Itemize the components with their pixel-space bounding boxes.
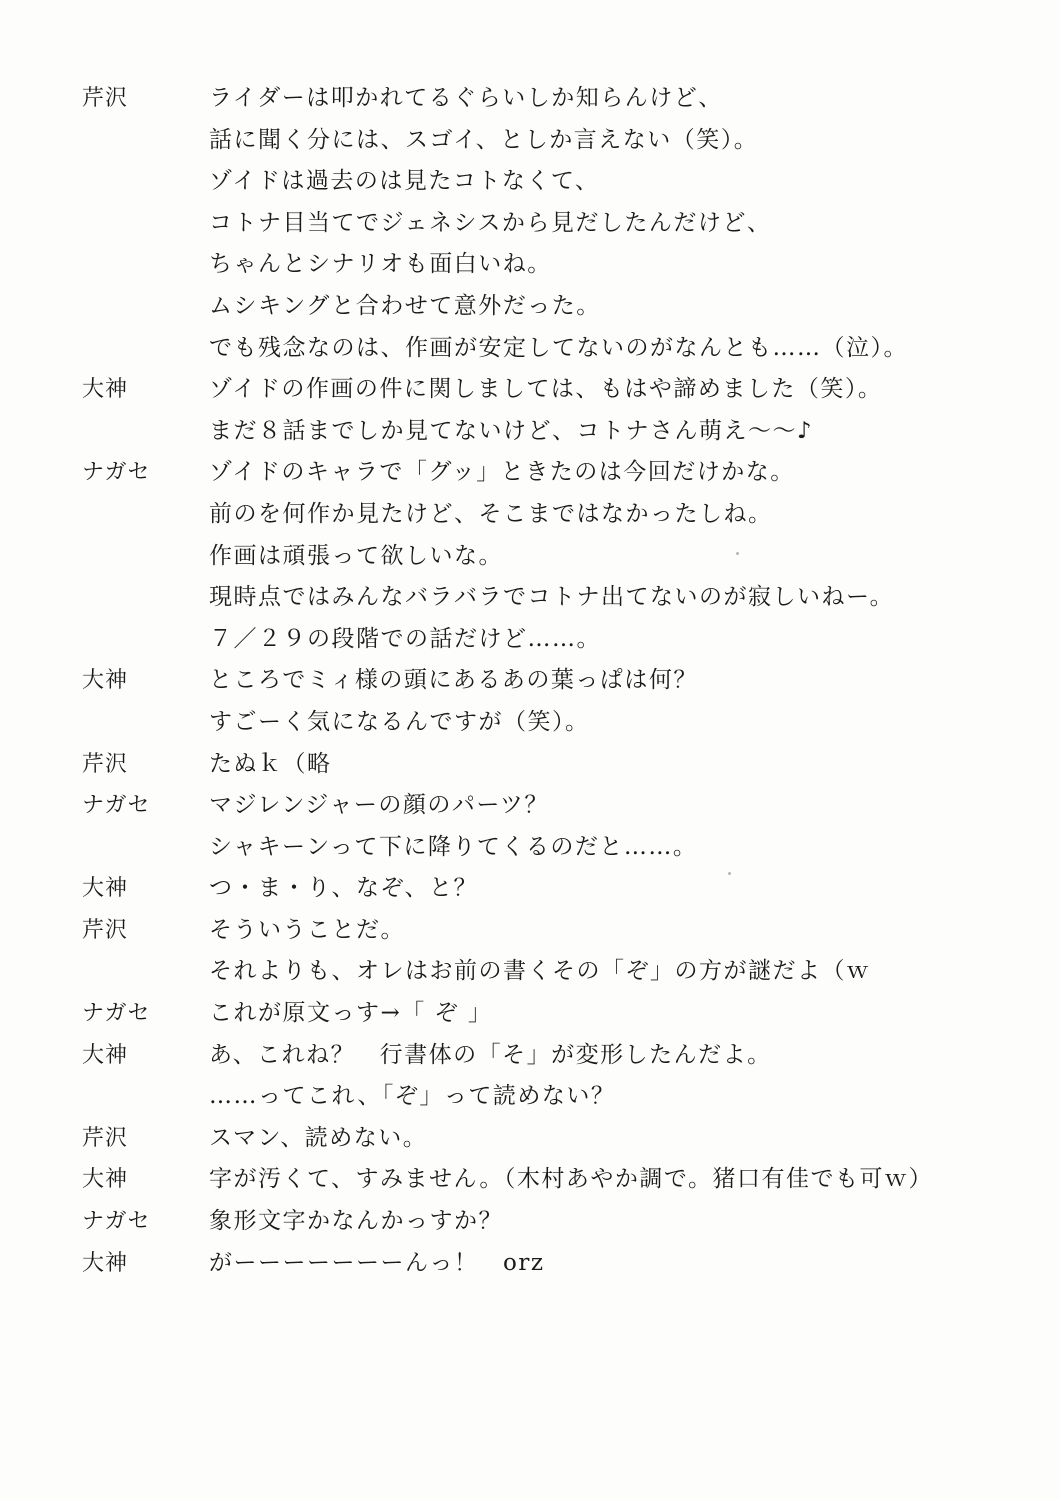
dialogue-line <box>82 452 1002 494</box>
dialogue-line <box>82 785 1002 827</box>
dialogue-line <box>82 161 1002 203</box>
dialogue-line <box>82 1118 1002 1160</box>
speaker-name: 大神 <box>82 668 129 694</box>
dialogue-line <box>82 744 1002 786</box>
speaker-name: 大神 <box>82 377 129 403</box>
dialogue-text: ライダーは叩かれてるぐらいしか知らんけど、 <box>209 85 723 111</box>
dialogue-line <box>82 619 1002 661</box>
dialogue-text: たぬｋ（略 <box>209 750 332 777</box>
dialogue-text: 作画は頑張って欲しいな。 <box>209 542 503 569</box>
speaker-name: ナガセ <box>82 1209 151 1235</box>
dialogue-line <box>82 702 1002 744</box>
dialogue-text: ちゃんとシナリオも面白いね。 <box>209 251 552 278</box>
speaker-name: 大神 <box>82 1250 129 1276</box>
speaker-name: ナガセ <box>82 1001 151 1027</box>
dialogue-line <box>82 577 1002 619</box>
dialogue-line <box>82 203 1002 245</box>
dialogue-text: ゾイドは過去のは見たコトなくて、 <box>209 168 600 195</box>
dialogue-text: つ・ま・り、なぞ、と？ <box>209 875 479 902</box>
dialogue-text: ムシキングと合わせて意外だった。 <box>209 292 601 319</box>
dialogue-line <box>82 1035 1002 1077</box>
dialogue-text: まだ８話までしか見てないけど、コトナさん萌え～～♪ <box>209 417 814 444</box>
dialogue-text: 字が汚くて、すみません。（木村あやか調で。猪口有佳でも可ｗ） <box>209 1166 933 1193</box>
dialogue-line <box>82 1159 1002 1201</box>
dialogue-text: ……ってこれ、「ぞ」って読めない？ <box>209 1083 616 1110</box>
dialogue-text: 現時点ではみんなバラバラでコトナ出てないのが寂しいねー。 <box>209 584 895 611</box>
dialogue-line <box>82 78 1002 120</box>
dialogue-text: これが原文っす→「 ぞ 」 <box>209 1000 493 1027</box>
dialogue-line <box>82 328 1002 370</box>
dialogue-text: マジレンジャーの顔のパーツ？ <box>209 792 549 819</box>
speaker-name: ナガセ <box>82 460 151 486</box>
dialogue-text: そういうことだ。 <box>209 916 405 943</box>
dialogue-line <box>82 951 1002 993</box>
speaker-name: 芹沢 <box>82 917 129 943</box>
dialogue-text: 象形文字かなんかっすか？ <box>209 1208 503 1235</box>
dialogue-line <box>82 1076 1002 1118</box>
dialogue-line <box>82 369 1002 411</box>
dialogue-line <box>82 660 1002 702</box>
dialogue-line <box>82 411 1002 453</box>
dialogue-text: がーーーーーーーんっ！ orz <box>209 1249 545 1276</box>
dialogue-text: ゾイドのキャラで「グッ」ときたのは今回だけかな。 <box>209 459 795 486</box>
dialogue-line <box>82 1243 1002 1285</box>
dialogue-text: それよりも、オレはお前の書くその「ぞ」の方が謎だよ（ｗ <box>209 958 871 985</box>
dialogue-text: でも残念なのは、作画が安定してないのがなんとも……（泣）。 <box>209 334 908 361</box>
speaker-name: 大神 <box>82 1042 129 1068</box>
dialogue-line <box>82 536 1002 578</box>
dialogue-text: コトナ目当てでジェネシスから見だしたんだけど、 <box>209 209 772 236</box>
dialogue-text: ところでミィ様の頭にあるあの葉っぱは何？ <box>209 667 698 694</box>
dialogue-line <box>82 494 1002 536</box>
dialogue-text: 話に聞く分には、スゴイ、としか言えない（笑）。 <box>209 126 759 153</box>
speaker-name: 芹沢 <box>82 1125 129 1151</box>
paper-speck <box>728 872 731 875</box>
dialogue-text: すごーく気になるんですが（笑）。 <box>209 708 590 735</box>
speaker-name: 大神 <box>82 1167 129 1193</box>
speaker-name: 芹沢 <box>82 86 129 111</box>
dialogue-text: ７／２９の段階での話だけど……。 <box>209 625 601 652</box>
dialogue-transcript <box>82 78 1002 1284</box>
dialogue-line <box>82 120 1002 162</box>
dialogue-line <box>82 868 1002 910</box>
dialogue-line <box>82 1201 1002 1243</box>
speaker-name: 芹沢 <box>82 751 129 777</box>
dialogue-text: シャキーンって下に降りてくるのだと……。 <box>209 833 698 860</box>
dialogue-text: スマン、読めない。 <box>209 1124 428 1151</box>
dialogue-text: 前のを何作か見たけど、そこまではなかったしね。 <box>209 500 773 527</box>
dialogue-line <box>82 286 1002 328</box>
dialogue-line <box>82 827 1002 869</box>
dialogue-line <box>82 910 1002 952</box>
dialogue-line <box>82 993 1002 1035</box>
dialogue-text: あ、これね？ 行書体の「そ」が変形したんだよ。 <box>209 1041 772 1068</box>
paper-speck <box>736 552 739 555</box>
speaker-name: ナガセ <box>82 793 151 819</box>
dialogue-line <box>82 244 1002 286</box>
dialogue-text: ゾイドの作画の件に関しましては、もはや諦めました（笑）。 <box>209 376 883 403</box>
speaker-name: 大神 <box>82 876 129 902</box>
